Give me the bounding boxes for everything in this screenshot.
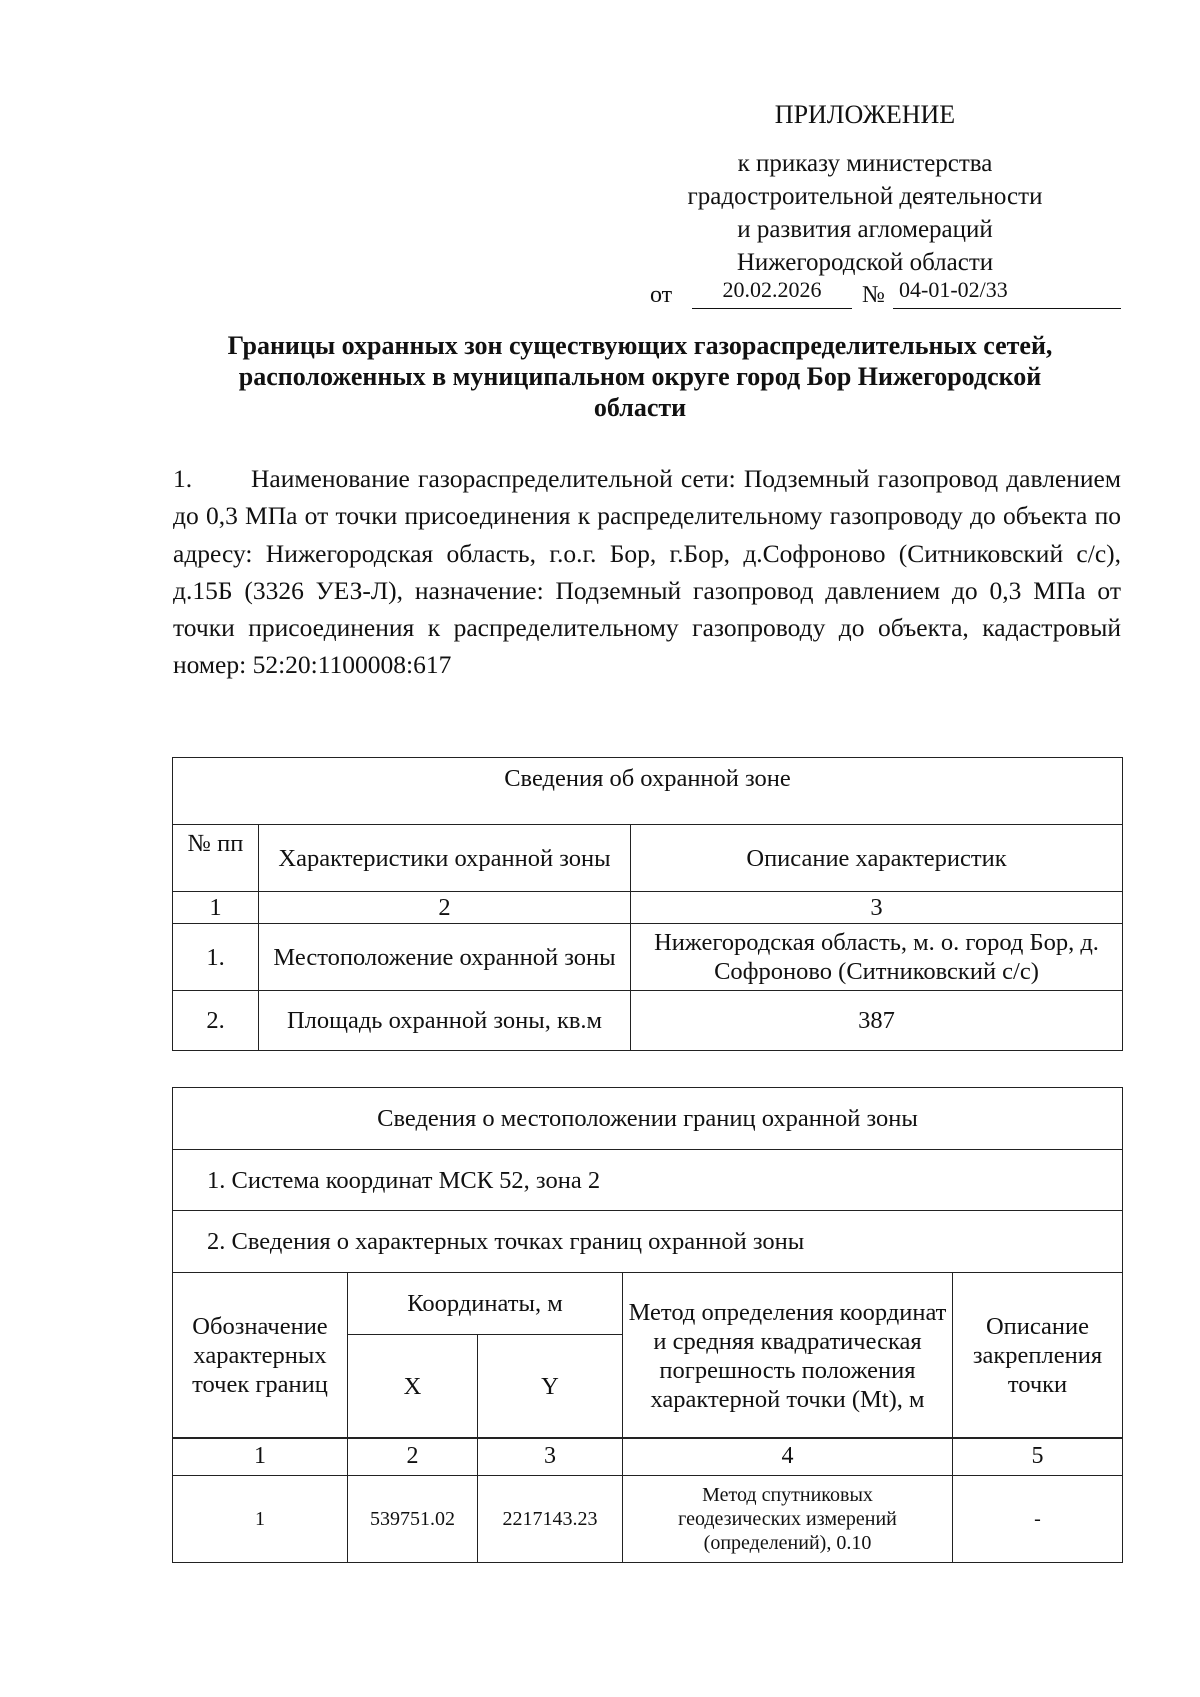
point-designation: 1 xyxy=(173,1476,348,1563)
points-caption: 2. Сведения о характерных точках границ охранной зоны xyxy=(173,1211,1123,1273)
col-number: 1 xyxy=(173,892,259,924)
col-number: 3 xyxy=(631,892,1123,924)
row-value: Нижегородская область, м. о. город Бор, д. Софроново (Ситниковский с/с) xyxy=(631,924,1123,991)
row-number: 2. xyxy=(173,991,259,1051)
zone-info-table xyxy=(172,757,1123,1051)
order-ref-line-2: градостроительной деятельности xyxy=(687,183,1043,210)
table-row xyxy=(173,1273,1123,1335)
points-table xyxy=(172,1437,1123,1563)
order-number-text: 04-01-02/33 xyxy=(899,277,1008,302)
title-line-1: Границы охранных зон существующих газораспределительных сетей, xyxy=(227,331,1053,360)
title-line-2: расположенных в муниципальном округе город Бор Нижегородской xyxy=(238,362,1042,391)
table-row xyxy=(173,1150,1123,1211)
row-number: 1. xyxy=(173,924,259,991)
row-name: Местоположение охранной зоны xyxy=(259,924,631,991)
order-number xyxy=(893,277,1121,309)
col-header-method: Метод определения координат и средняя квадратическая погрешность положения характерной точки (Mt), м xyxy=(623,1273,953,1439)
order-ref-line-1: к приказу министерства xyxy=(737,150,993,177)
zone-table-caption: Сведения об охранной зоне xyxy=(173,758,1123,825)
col-header-y: Y xyxy=(478,1335,623,1439)
order-ref-line-3: и развития агломераций xyxy=(737,216,993,243)
point-method: Метод спутниковых геодезических измерений (определений), 0.10 xyxy=(623,1476,953,1563)
date-label: от xyxy=(650,282,673,308)
location-table-caption: Сведения о местоположении границ охранной зоны xyxy=(173,1088,1123,1150)
col-header-characteristics: Характеристики охранной зоны xyxy=(259,825,631,892)
table-row xyxy=(173,1438,1123,1476)
table-row xyxy=(173,991,1123,1051)
table-row xyxy=(173,924,1123,991)
table-row xyxy=(173,892,1123,924)
col-number: 1 xyxy=(173,1438,348,1476)
col-number: 3 xyxy=(478,1438,623,1476)
col-number: 5 xyxy=(953,1438,1123,1476)
col-number: 2 xyxy=(259,892,631,924)
point-description: - xyxy=(953,1476,1123,1563)
table-row xyxy=(173,1476,1123,1563)
col-number: 2 xyxy=(348,1438,478,1476)
row-name: Площадь охранной зоны, кв.м xyxy=(259,991,631,1051)
table-row xyxy=(173,1211,1123,1273)
order-date: 20.02.2026 xyxy=(692,277,852,309)
point-y: 2217143.23 xyxy=(478,1476,623,1563)
row-value: 387 xyxy=(631,991,1123,1051)
col-header-fixing-description: Описание закрепления точки xyxy=(953,1273,1123,1439)
table-row xyxy=(173,825,1123,892)
title-line-3: области xyxy=(593,393,687,422)
point-x: 539751.02 xyxy=(348,1476,478,1563)
location-table xyxy=(172,1087,1123,1439)
item-number: 1. xyxy=(173,464,193,493)
coordinate-system: 1. Система координат МСК 52, зона 2 xyxy=(173,1150,1123,1211)
col-number: 4 xyxy=(623,1438,953,1476)
col-header-number: № пп xyxy=(173,825,259,892)
order-ref-line-4: Нижегородской области xyxy=(736,249,994,276)
network-description xyxy=(173,460,1121,684)
document-title xyxy=(175,330,1105,423)
appendix-title: ПРИЛОЖЕНИЕ xyxy=(774,100,956,129)
col-header-coordinates: Координаты, м xyxy=(348,1273,623,1335)
item-text: Наименование газораспределительной сети: Подземный газопровод давлением до 0,3 МПа от точки присоединения к распределительному газопроводу до объекта по адресу: Нижегородская область, г.о.г. Бор, г.Бор, д.Софроново (Ситниковский с/с), д.15Б (3326 УЕЗ-Л), назначение: Подземный газопровод давлением до 0,3 МПа от точки присоединения к распределительному газопроводу до объекта, кадастровый номер: 52:20:1100008:617 xyxy=(173,464,1121,680)
col-header-description: Описание характеристик xyxy=(631,825,1123,892)
col-header-designation: Обозначение характерных точек границ xyxy=(173,1273,348,1439)
table-row xyxy=(173,758,1123,825)
table-row xyxy=(173,1088,1123,1150)
col-header-x: X xyxy=(348,1335,478,1439)
number-label: № xyxy=(862,282,885,308)
